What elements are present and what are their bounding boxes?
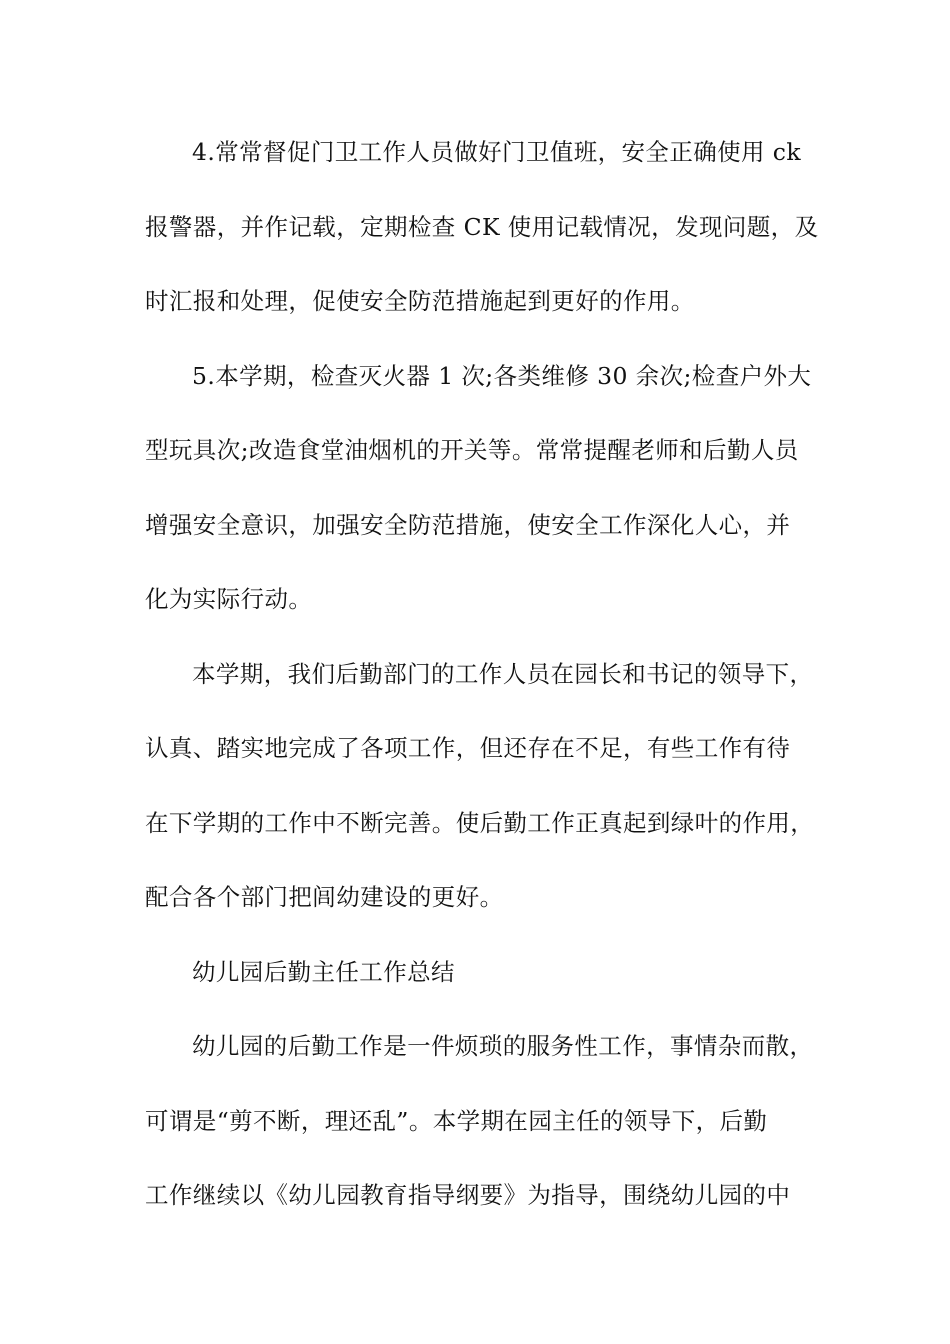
paragraph-line: 型玩具次;改造食堂油烟机的开关等。常常提醒老师和后勤人员 — [145, 436, 799, 464]
paragraph-line: 在下学期的工作中不断完善。使后勤工作正真起到绿叶的作用， — [145, 808, 815, 837]
paragraph-line: 5.本学期，检查灭火器 1 次;各类维修 30 余次;检查户外大 — [192, 361, 812, 390]
document-body — [145, 130, 819, 1248]
paragraph-line: 时汇报和处理，促使安全防范措施起到更好的作用。 — [145, 287, 695, 315]
paragraph-line: 本学期，我们后勤部门的工作人员在园长和书记的领导下， — [192, 659, 814, 688]
paragraph-line: 工作继续以《幼儿园教育指导纲要》为指导，围绕幼儿园的中 — [145, 1181, 791, 1209]
paragraph-line: 报警器，并作记载，定期检查 CK 使用记载情况，发现问题，及 — [145, 212, 819, 241]
paragraph-line: 增强安全意识，加强安全防范措施，使安全工作深化人心，并 — [145, 510, 791, 539]
paragraph-line: 幼儿园的后勤工作是一件烦琐的服务性工作，事情杂而散， — [192, 1032, 814, 1060]
section-heading: 幼儿园后勤主任工作总结 — [192, 957, 455, 986]
paragraph-line: 化为实际行动。 — [145, 585, 313, 613]
paragraph-line: 认真、踏实地完成了各项工作，但还存在不足，有些工作有待 — [145, 734, 791, 762]
paragraph-line: 4.常常督促门卫工作人员做好门卫值班，安全正确使用 ck — [192, 138, 801, 166]
paragraph-line: 可谓是“剪不断，理还乱”。本学期在园主任的领导下，后勤 — [145, 1106, 768, 1135]
paragraph-line: 配合各个部门把闾幼建设的更好。 — [145, 883, 504, 911]
